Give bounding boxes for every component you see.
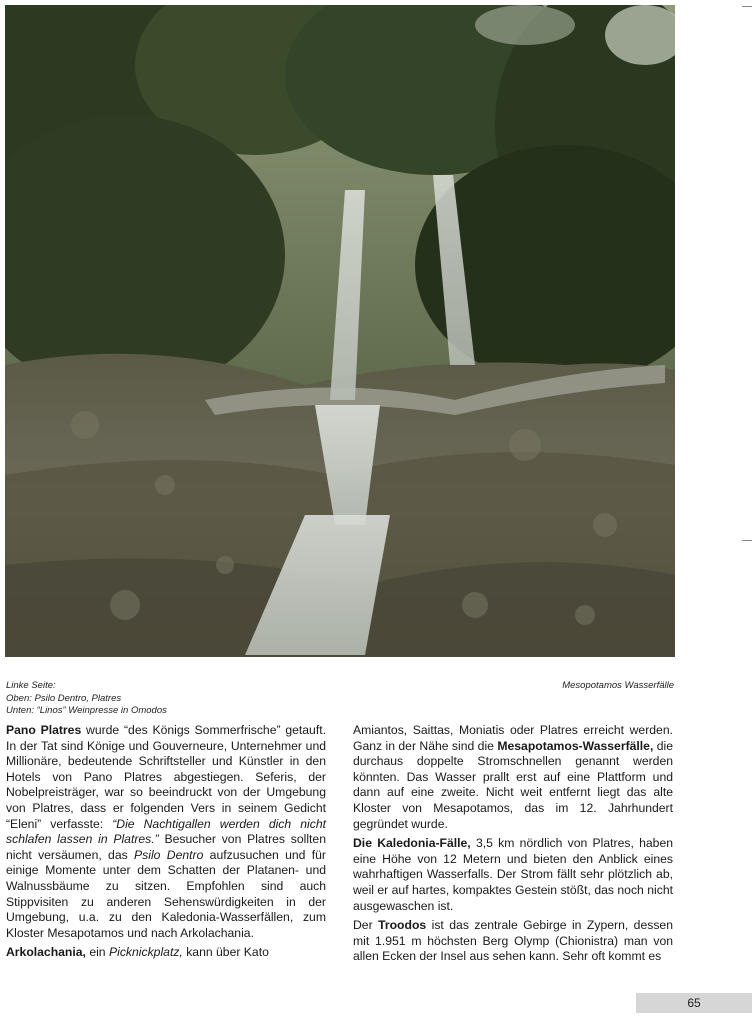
crop-mark-middle (742, 540, 752, 541)
term-kaledonia: Die Kaledonia-Fälle, (353, 836, 471, 851)
paragraph-text: aufzusuchen und für einige Momente unter dem Schatten der Platanen- und Walnussbäume zu sitzen. Empfohlen sind auch Stippvisiten zu anderen Sehenswürdigkeiten in der Umgebung, u.a. zu den Kaledonia-Wasserfällen, zum Kloster Mesapotamos und nach Arkolachania. (6, 847, 326, 940)
crop-mark-top (742, 6, 752, 7)
paragraph-text: 3,5 km nördlich von Platres, haben eine Höhe von 12 Metern und bieten den Anblick eines wahrhaftigen Wasserfalls. Der Strom fällt sehr plötzlich ab, weil er auf hartes, kompaktes Gestein stößt, das noch nicht ausgewaschen ist. (353, 836, 674, 913)
paragraph-text: die durchaus doppelte Stromschnellen genannt werden könnten. Das Wasser prallt erst auf eine Plattform und dann auf eine zweite. Nicht weit entfernt liegt das alte Kloster von Mesapotamos, das im 12. Jahrhundert gegründet wurde. (353, 738, 673, 831)
waterfall-photo (5, 5, 675, 657)
waterfall-image (5, 5, 675, 657)
paragraph-text: ist das zentrale Gebirge in Zypern, dessen mit 1.951 m höchsten Berg Olymp (Chionistra) man von allen Ecken der Insel aus sehen kann. Sehr oft kommt es (353, 918, 673, 964)
term-mesapotamos: Mesapotamos-Wasserfälle, (497, 738, 654, 753)
paragraph-text: kann über Kato (182, 945, 269, 960)
paragraph-arkolachania (6, 945, 326, 961)
term-pano-platres: Pano Platres (6, 723, 82, 737)
term-picknickplatz: Picknickplatz, (108, 945, 183, 960)
paragraph-troodos (353, 918, 673, 965)
caption-line: Linke Seite: (6, 680, 56, 691)
paragraph-text: wurde “des Königs Sommerfrische” getauft. In der Tat sind Könige und Gouverneure, Unternehmer und Millionäre, bedeutende Schriftsteller und Künstler in den Hotels von Pano Platres abgestiegen. Seferis, der Nobelpreisträger, war so beeindruckt von der Umgebung von Platres, dass er folgenden Vers in seinem Gedicht “Eleni” verfasste: (6, 723, 326, 831)
caption-line: Unten: “Linos” Weinpresse in Omodos (6, 705, 167, 716)
paragraph-text: ein (85, 945, 109, 960)
paragraph-text: Amiantos, Saittas, Moniatis oder Platres erreicht werden. Ganz in der Nähe sind die (353, 723, 673, 753)
term-psilo-dentro: Psilo Dentro (134, 847, 204, 862)
paragraph-text: Der (353, 918, 379, 933)
text-column-left (6, 723, 326, 965)
term-troodos: Troodos (378, 918, 427, 933)
term-arkolachania: Arkolachania, (6, 945, 86, 960)
paragraph-mesapotamos (353, 723, 673, 832)
text-column-right (353, 723, 673, 969)
quote-text: “Die Nachtigallen werden dich nicht schlafen lassen in Platres.” (6, 816, 326, 847)
paragraph-kaledonia (353, 836, 673, 914)
caption-right: Mesopotamos Wasserfälle (562, 680, 674, 691)
paragraph-text: Besucher von Platres sollten nicht versäumen, das (6, 832, 326, 862)
page-number: 65 (636, 993, 752, 1013)
paragraph-pano-platres (6, 723, 326, 941)
caption-left (6, 680, 336, 718)
caption-line: Oben: Psilo Dentro, Platres (6, 692, 122, 704)
